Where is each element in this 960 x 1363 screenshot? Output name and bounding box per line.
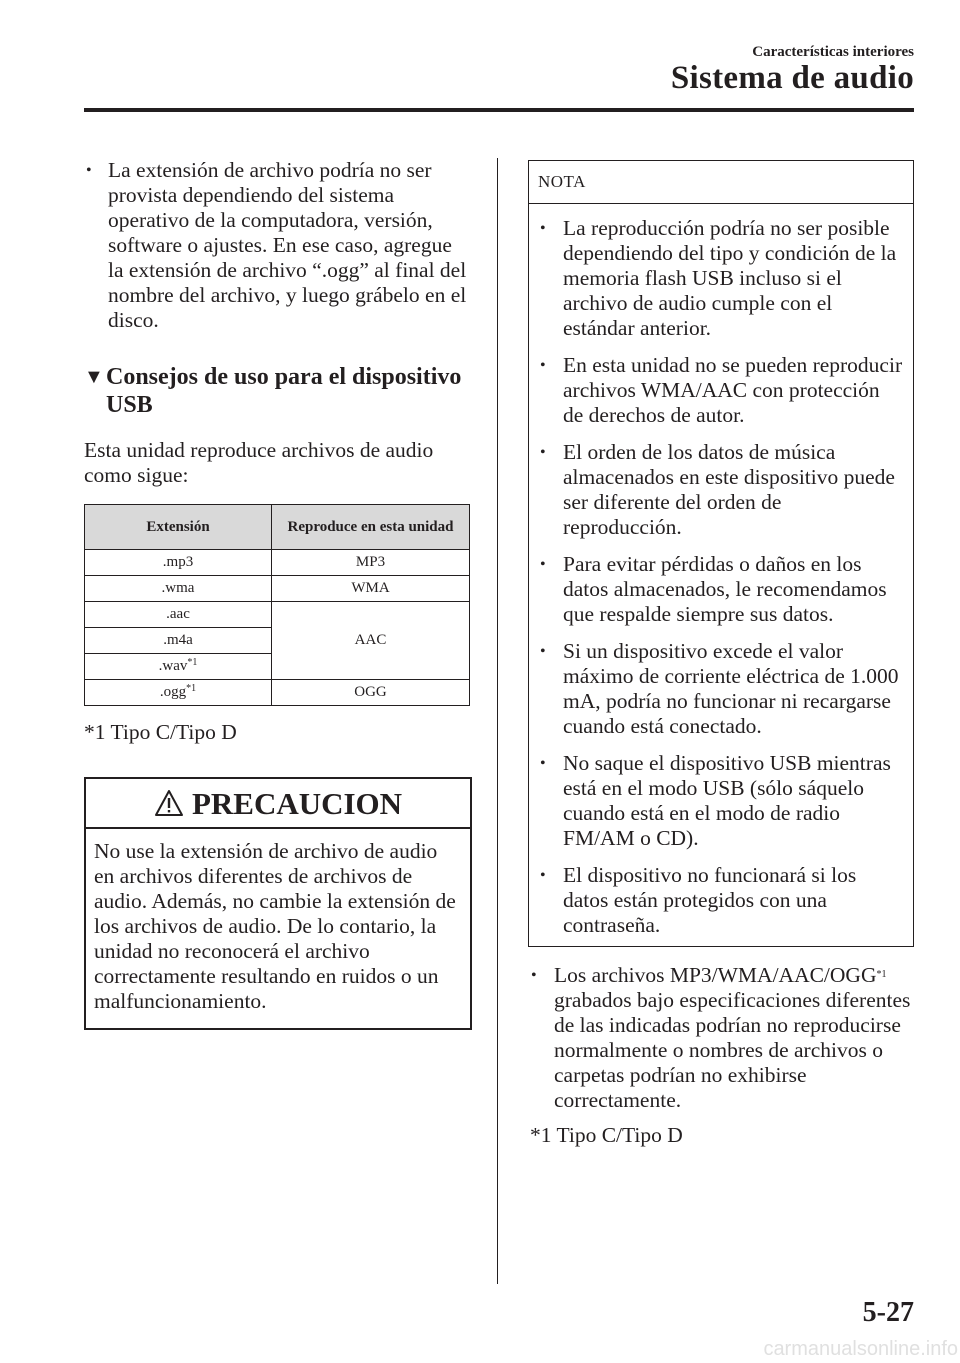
section-heading [84, 363, 472, 419]
right-column [528, 160, 916, 1148]
note-item: • Si un dispositivo excede el valor máximo de corriente eléctrica de 1.000 mA, podría no funcionar ni recargarse cuando está conectado. [539, 639, 905, 739]
extension-table [84, 504, 470, 706]
header-playback: Reproduce en esta unidad [272, 505, 470, 550]
header-extension: Extensión [85, 505, 272, 550]
caution-box [84, 777, 472, 1030]
footnote-ref: *1 [187, 657, 198, 668]
note-title: NOTA [529, 161, 913, 204]
note-box [528, 160, 914, 947]
note-item: • El orden de los datos de música almacenados en este dispositivo puede ser diferente del orden de reproducción. [539, 440, 905, 540]
header-rule [84, 108, 914, 112]
note-item: • No saque el dispositivo USB mientras está en el modo USB (sólo sáquelo cuando está en el modo de radio FM/AM o CD). [539, 751, 905, 851]
footnote-ref: *1 [186, 683, 197, 694]
section-title: Consejos de uso para el dispositivo USB [106, 364, 462, 418]
page-number: 5-27 [862, 1297, 914, 1328]
extension-text: .wav [158, 658, 188, 674]
intro-paragraph: Esta unidad reproduce archivos de audio como sigue: [84, 438, 434, 487]
after-note-section [528, 963, 916, 1148]
watermark: carmanualsonline.info [763, 1338, 958, 1360]
table-header-row [85, 505, 470, 550]
caution-title: PRECAUCION [191, 785, 403, 821]
table-row [85, 576, 470, 602]
left-column [84, 158, 472, 1030]
bullet-text-a: Los archivos MP3/WMA/AAC/OGG [554, 963, 877, 987]
note-body [529, 204, 913, 946]
footnote-ref: *1 [876, 969, 887, 980]
caution-header [86, 779, 470, 829]
column-divider [497, 158, 498, 1284]
bullet-recording-specs [530, 963, 916, 1113]
chapter-label: Características interiores [752, 44, 914, 60]
note-item: • El dispositivo no funcionará si los datos están protegidos con una contraseña. [539, 863, 905, 938]
extension-text: .ogg [159, 684, 187, 700]
footnote: *1 Tipo C/Tipo D [84, 720, 237, 744]
cell-format: WMA [272, 576, 470, 602]
note-item: • En esta unidad no se pueden reproducir archivos WMA/AAC con protección de derechos de autor. [539, 353, 905, 428]
cell-format: OGG [272, 680, 470, 706]
caution-text: No use la extensión de archivo de audio en archivos diferentes de archivos de audio. Además, no cambie la extensión de los archivos de audio. De lo contario, la unidad no reconocerá el archivo correctamente resultando en ruidos o un malfuncionamiento. [94, 839, 456, 1013]
cell-extension: .wma [85, 576, 272, 602]
cell-extension [85, 680, 272, 706]
triangle-marker-icon: ▼ [84, 366, 104, 388]
cell-extension [85, 654, 272, 680]
cell-extension: .m4a [85, 628, 272, 654]
note-item: • La reproducción podría no ser posible dependiendo del tipo y condición de la memoria flash USB incluso si el archivo de audio cumple con el estándar anterior. [539, 216, 905, 341]
table-row [85, 680, 470, 706]
page-title: Sistema de audio [670, 60, 914, 96]
warning-triangle-icon [154, 789, 184, 817]
bullet-text-b: grabados bajo especificaciones diferentes de las indicadas podrían no reproducirse normalmente o nombres de archivos o carpetas podrían no exhibirse correctamente. [554, 988, 911, 1112]
cell-format: MP3 [272, 550, 470, 576]
table-row [85, 550, 470, 576]
footnote: *1 Tipo C/Tipo D [530, 1123, 683, 1147]
table-row [85, 602, 470, 628]
cell-extension: .mp3 [85, 550, 272, 576]
cell-format: AAC [272, 602, 470, 680]
note-item: • Para evitar pérdidas o daños en los datos almacenados, le recomendamos que respalde siempre sus datos. [539, 552, 905, 627]
bullet-ogg-extension: • La extensión de archivo podría no ser provista dependiendo del sistema operativo de la computadora, versión, software o ajustes. En ese caso, agregue la extensión de archivo “.ogg” al final del nombre del archivo, y luego grábelo en el disco. [84, 158, 472, 333]
cell-extension: .aac [85, 602, 272, 628]
